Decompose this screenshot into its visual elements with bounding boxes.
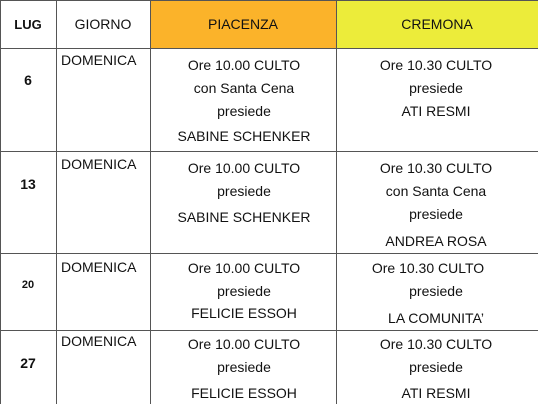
piacenza-leader: SABINE SCHENKER [177,209,311,225]
date-cell: 13 [20,176,36,192]
date-cell: 20 [21,279,35,291]
piacenza-service-time: Ore 10.00 CULTO [187,260,301,276]
piacenza-service-time: Ore 10.00 CULTO [187,160,301,176]
piacenza-presiede: presiede [217,283,271,299]
cremona-presiede: presiede [409,283,463,299]
piacenza-service-note: con Santa Cena [193,80,295,96]
piacenza-presiede: presiede [217,359,271,375]
cremona-leader: ATI RESMI [401,103,471,119]
day-header: GIORNO [74,16,132,32]
day-cell: DOMENICA [61,333,137,349]
cremona-service-time: Ore 10.30 CULTO [379,336,493,352]
cremona-service-time: Ore 10.30 CULTO [371,260,485,276]
grid-line [336,0,337,404]
piacenza-service-time: Ore 10.00 CULTO [187,336,301,352]
cremona-service-note: con Santa Cena [385,183,487,199]
grid-line [0,0,1,404]
piacenza-service-time: Ore 10.00 CULTO [187,57,301,73]
grid-line [0,151,538,152]
piacenza-leader: FELICIE ESSOH [191,385,297,401]
cremona-header: CREMONA [401,16,473,32]
grid-line [0,330,538,331]
cremona-presiede: presiede [409,206,463,222]
grid-line [56,0,57,404]
piacenza-presiede: presiede [217,103,271,119]
day-cell: DOMENICA [61,259,137,275]
grid-line [150,0,151,404]
cremona-leader: ANDREA ROSA [385,233,487,249]
piacenza-presiede: presiede [217,183,271,199]
date-cell: 6 [24,72,32,88]
day-cell: DOMENICA [61,52,137,68]
cremona-leader: ATI RESMI [401,385,471,401]
cremona-leader: LA COMUNITA’ [388,310,484,326]
cremona-presiede: presiede [409,359,463,375]
piacenza-header: PIACENZA [207,16,278,32]
cremona-service-time: Ore 10.30 CULTO [379,160,493,176]
piacenza-leader: FELICIE ESSOH [191,305,297,321]
month-header: LUG [14,16,42,32]
grid-line [0,48,538,49]
cremona-service-time: Ore 10.30 CULTO [379,57,493,73]
grid-line [0,0,538,1]
grid-line [0,253,538,254]
cremona-presiede: presiede [409,80,463,96]
piacenza-leader: SABINE SCHENKER [177,128,311,144]
date-cell: 27 [20,355,36,371]
day-cell: DOMENICA [61,156,137,172]
